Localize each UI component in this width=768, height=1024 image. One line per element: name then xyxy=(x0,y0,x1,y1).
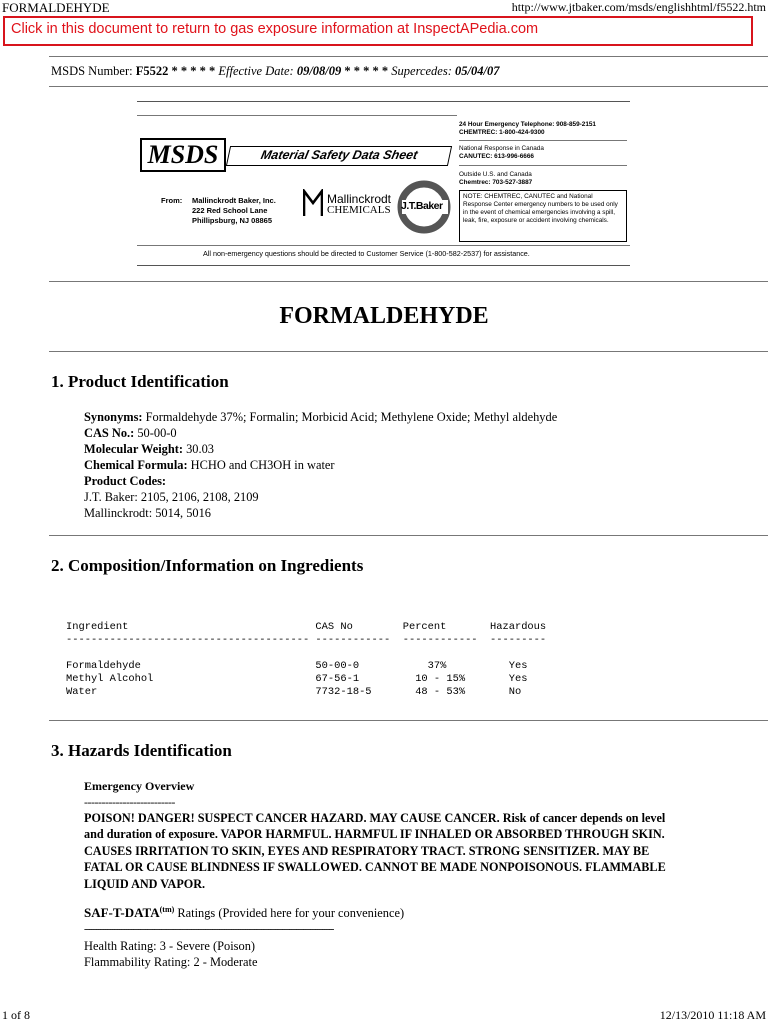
table-spacer xyxy=(66,647,552,660)
chemical-formula: HCHO and CH3OH in water xyxy=(187,458,335,472)
table-cell: --------- xyxy=(490,634,547,646)
mallinckrodt-wordmark: Mallinckrodt CHEMICALS xyxy=(327,192,392,216)
table-cell xyxy=(66,647,72,659)
divider xyxy=(49,351,768,352)
table-cell: Hazardous xyxy=(490,621,547,633)
ingredients-table xyxy=(66,621,552,699)
table-cell: No xyxy=(490,686,553,698)
msds-logo: MSDS xyxy=(140,138,226,172)
section-1-heading: 1. Product Identification xyxy=(51,372,229,391)
msds-number: F5522 xyxy=(135,64,169,78)
cas-number: 50-00-0 xyxy=(134,426,177,440)
saf-t-data-line: SAF-$T-DATA^{(tm)}$ Ratings (Provided here for your convenience) xyxy=(84,905,405,921)
emergency-overview-text: POISON! DANGER! SUSPECT CANCER HAZARD. MAY CAUSE CANCER. Risk of cancer depends on level and duration of exposure. VAPOR HARMFUL. HARMFUL IF INHALED OR ABSORBED THROUGH SKIN. CAUSES IRRITATION TO SKIN, EYES AND RESPIRATORY TRACT. STRONG SENSITIZER. MAY BE FATAL OR CAUSE BLINDNESS IF SWALLOWED. CANNOT BE MADE NONPOISONOUS. FLAMMABLE LIQUID AND VAPOR. xyxy=(84,811,666,891)
table-cell: Ingredient xyxy=(66,621,316,633)
msds-banner: MSDS Material Safety Data Sheet 24 Hour Emergency Telephone: 908-859-2151 CHEMTREC: 1-800-424-9300 National Response in Canada CANUTEC: 613-996-6666 Outside U.S. and Canada Chemtrec: 703-527-3887 NOTE: CHEMTREC, CANUTEC and National Response Center emergency numbers to be used only in the event of chemical emergencies involving a spill, leak, fire, exposure or accident involving chemicals. From: Mallinckrodt Baker, Inc. 222 Red School Lane Phillipsburg, NJ 08865 Mallinckrodt CHEMICALS J.T.Baker All non-emergency questions should be directed to Customer Service (1-800-582-2537) for assistance. xyxy=(137,101,630,267)
table-cell: CAS No xyxy=(315,621,403,633)
health-rating: Health Rating: 3 - Severe (Poison) xyxy=(84,939,256,953)
product-codes-mallinckrodt: Mallinckrodt: 5014, 5016 xyxy=(84,506,211,520)
table-cell: 10 - 15% xyxy=(402,673,491,685)
table-cell: 48 - 53% xyxy=(402,686,491,698)
section-2-heading: 2. Composition/Information on Ingredients xyxy=(51,556,364,575)
table-row xyxy=(66,673,552,686)
table-row xyxy=(66,660,552,673)
product-codes-jtbaker: J.T. Baker: 2105, 2106, 2108, 2109 xyxy=(84,490,259,504)
print-footer-page: 1 of 8 xyxy=(2,1008,30,1022)
print-header-url: http://www.jtbaker.com/msds/englishhtml/f5522.htm xyxy=(511,0,766,14)
document-title: FORMALDEHYDE xyxy=(279,303,489,329)
emergency-overview-label: Emergency Overview xyxy=(84,779,195,793)
return-link-box[interactable] xyxy=(3,16,753,46)
table-cell: 7732-18-5 xyxy=(315,686,403,698)
divider xyxy=(49,56,768,57)
customer-service-note: All non-emergency questions should be directed to Customer Service (1-800-582-2537) for assistance. xyxy=(203,249,530,258)
return-link-text[interactable]: Click in this document to return to gas exposure information at InspectAPedia.com xyxy=(11,21,539,37)
table-cell: Percent xyxy=(402,621,491,633)
table-cell: Yes xyxy=(490,673,553,685)
print-footer-datetime: 12/13/2010 11:18 AM xyxy=(659,1008,766,1022)
table-cell: Methyl Alcohol xyxy=(66,673,316,685)
from-address: Mallinckrodt Baker, Inc. 222 Red School Lane Phillipsburg, NJ 08865 xyxy=(192,196,276,225)
divider xyxy=(49,86,768,87)
print-header-title: FORMALDEHYDE xyxy=(2,0,110,15)
msds-number-line: MSDS Number: F5522 * * * * * Effective Date: 09/08/09 * * * * * Supercedes: 05/04/07 xyxy=(51,64,500,78)
table-cell: --------------------------------------- xyxy=(66,634,316,646)
divider xyxy=(49,535,768,536)
table-header xyxy=(66,621,552,634)
from-label: From: xyxy=(161,196,183,205)
table-cell: 50-00-0 xyxy=(315,660,403,672)
table-cell: Yes xyxy=(490,660,553,672)
table-cell: 67-56-1 xyxy=(315,673,403,685)
table-row xyxy=(66,686,552,699)
molecular-weight: 30.03 xyxy=(183,442,214,456)
section-3-heading: 3. Hazards Identification xyxy=(51,741,232,760)
effective-date: 09/08/09 xyxy=(296,64,342,78)
saf-separator: ----------------------------------------------------------------------------------------------------------- xyxy=(84,924,334,935)
table-cell: Formaldehyde xyxy=(66,660,316,672)
overview-separator: -------------------------- xyxy=(84,795,175,809)
table-cell: ------------ xyxy=(402,634,491,646)
divider xyxy=(49,720,768,721)
table-cell: ------------ xyxy=(315,634,403,646)
synonyms: Formaldehyde 37%; Formalin; Morbicid Acid; Methylene Oxide; Methyl aldehyde xyxy=(142,410,558,424)
table-separator xyxy=(66,634,552,647)
emergency-note: NOTE: CHEMTREC, CANUTEC and National Response Center emergency numbers to be used only in the event of chemical emergencies involving a spill, leak, fire, exposure or accident involving chemicals. xyxy=(459,190,627,242)
table-cell: 37% xyxy=(402,660,491,672)
table-cell: Water xyxy=(66,686,316,698)
mallinckrodt-logo-icon xyxy=(303,189,323,217)
supercedes-date: 05/04/07 xyxy=(455,64,500,78)
jtbaker-wordmark: J.T.Baker xyxy=(401,200,443,212)
ratings xyxy=(84,938,257,970)
divider xyxy=(49,281,768,282)
msds-tagline: Material Safety Data Sheet xyxy=(226,146,452,166)
flammability-rating: Flammability Rating: 2 - Moderate xyxy=(84,955,258,969)
product-identification: Synonyms: Formaldehyde 37%; Formalin; Morbicid Acid; Methylene Oxide; Methyl aldehyde CAS No.: 50-00-0 Molecular Weight: 30.03 Chemical Formula: HCHO and CH3OH in water Product Codes: J.T. Baker: 2105, 2106, 2108, 2109 Mallinckrodt: 5014, 5016 xyxy=(84,410,558,520)
